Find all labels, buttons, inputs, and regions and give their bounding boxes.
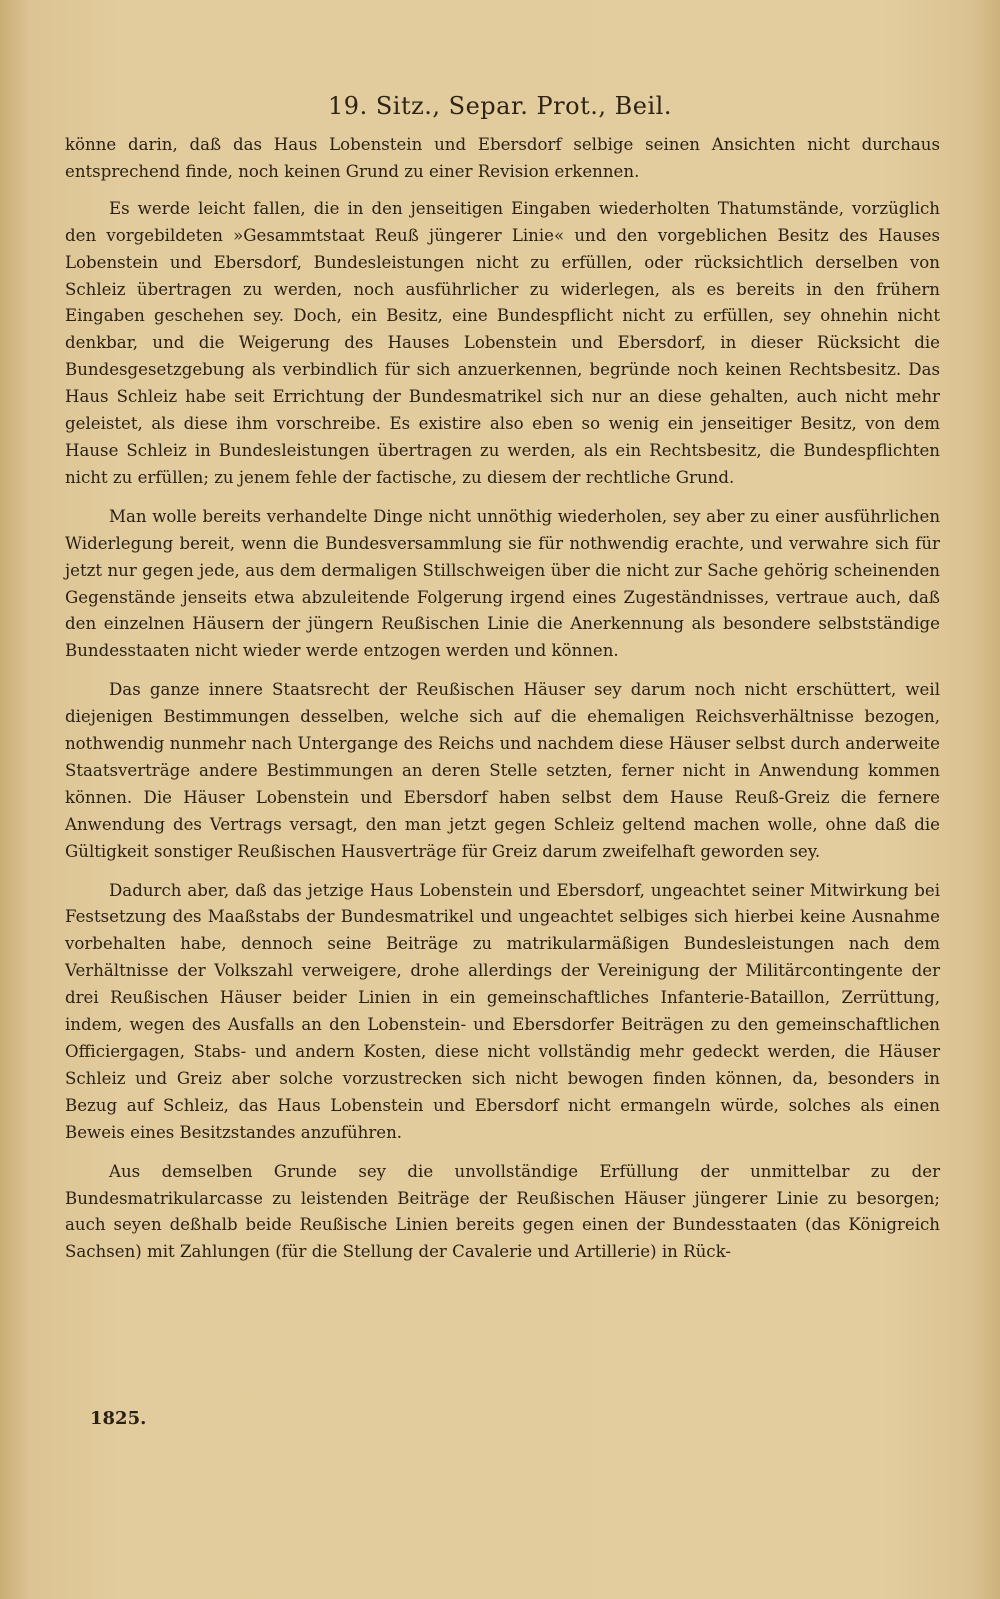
paragraph-4: Das ganze innere Staatsrecht der Reußischen Häuser sey darum noch nicht erschüttert, weil diejenigen Bestimmungen desselben, welche sich auf die ehemaligen Reichsverhältnisse bezogen, nothwendig nunmehr nach Untergange des Reichs und nachdem diese Häuser selbst durch anderweite Staatsverträge andere Bestimmungen an deren Stelle setzten, ferner nicht in Anwendung kommen können. Die Häuser Lobenstein und Ebersdorf haben selbst dem Hause Reuß-Greiz die fernere Anwendung des Vertrags versagt, den man jetzt gegen Schleiz geltend machen wolle, ohne daß die Gültigkeit sonstiger Reußischen Hausverträge für Greiz darum zweifelhaft geworden sey. <box>65 680 940 861</box>
body-text <box>65 132 940 1266</box>
paragraph-2: Es werde leicht fallen, die in den jenseitigen Eingaben wiederholten Thatumstände, vorzüglich den vorgebildeten »Gesammtstaat Reuß jüngerer Linie« und den vorgeblichen Besitz des Hauses Lobenstein und Ebersdorf, Bundesleistungen nicht zu erfüllen, oder rücksichtlich derselben von Schleiz übertragen zu werden, noch ausführlicher zu widerlegen, als es bereits in den frühern Eingaben geschehen sey. Doch, ein Besitz, eine Bundespflicht nicht zu erfüllen, sey ohnehin nicht denkbar, und die Weigerung des Hauses Lobenstein und Ebersdorf, in dieser Rücksicht die Bundesgesetzgebung als verbindlich für sich anzuerkennen, begründe noch keinen Rechtsbesitz. Das Haus Schleiz habe seit Errichtung der Bundesmatrikel sich nur an diese gehalten, auch nicht mehr geleistet, als diese ihm vorschreibe. Es existire also eben so wenig ein jenseitiger Besitz, von dem Hause Schleiz in Bundesleistungen übertragen zu werden, als ein Rechtsbesitz, die Bundespflichten nicht zu erfüllen; zu jenem fehle der factische, zu diesem der rechtliche Grund. <box>65 198 940 487</box>
page-header: 19. Sitz., Separ. Prot., Beil. <box>328 92 672 120</box>
paragraph-1: könne darin, daß das Haus Lobenstein und Ebersdorf selbige seinen Ansichten nicht durchaus entsprechend finde, noch keinen Grund zu einer Revision erkennen. <box>65 135 940 181</box>
paragraph-3: Man wolle bereits verhandelte Dinge nicht unnöthig wiederholen, sey aber zu einer ausführlichen Widerlegung bereit, wenn die Bundesversammlung sie für nothwendig erachte, und verwahre sich für jetzt nur gegen jede, aus dem dermaligen Stillschweigen über die nicht zur Sache gehörig scheinenden Gegenstände jenseits etwa abzuleitende Folgerung irgend eines Zugeständnisses, vertraue auch, daß den einzelnen Häusern der jüngern Reußischen Linie die Anerkennung als besondere selbstständige Bundesstaaten nicht wieder werde entzogen werden und können. <box>65 506 940 661</box>
paragraph-6: Aus demselben Grunde sey die unvollständige Erfüllung der unmittelbar zu der Bundesmatrikularcasse zu leistenden Beiträge der Reußischen Häuser jüngerer Linie zu besorgen; auch seyen deßhalb beide Reußische Linien bereits gegen einen der Bundesstaaten (das Königreich Sachsen) mit Zahlungen (für die Stellung der Cavalerie und Artillerie) in Rück- <box>65 1161 940 1262</box>
paragraph-5: Dadurch aber, daß das jetzige Haus Lobenstein und Ebersdorf, ungeachtet seiner Mitwirkung bei Festsetzung des Maaßstabs der Bundesmatrikel und ungeachtet selbiges sich hierbei keine Ausnahme vorbehalten habe, dennoch seine Beiträge zu matrikularmäßigen Bundesleistungen nach dem Verhältnisse der Volkszahl verweigere, drohe allerdings der Vereinigung der Militärcontingente der drei Reußischen Häuser beider Linien in ein gemeinschaftliches Infanterie-Bataillon, Zerrüttung, indem, wegen des Ausfalls an den Lobenstein- und Ebersdorfer Beiträgen zu den gemeinschaftlichen Officiergagen, Stabs- und andern Kosten, diese nicht vollständig mehr gedeckt werden, die Häuser Schleiz und Greiz aber solche vorzustrecken sich nicht bewogen finden können, da, besonders in Bezug auf Schleiz, das Haus Lobenstein und Ebersdorf nicht ermangeln würde, solches als einen Beweis eines Besitzstandes anzuführen. <box>65 880 940 1142</box>
signature-mark: 1825. <box>90 1408 147 1429</box>
